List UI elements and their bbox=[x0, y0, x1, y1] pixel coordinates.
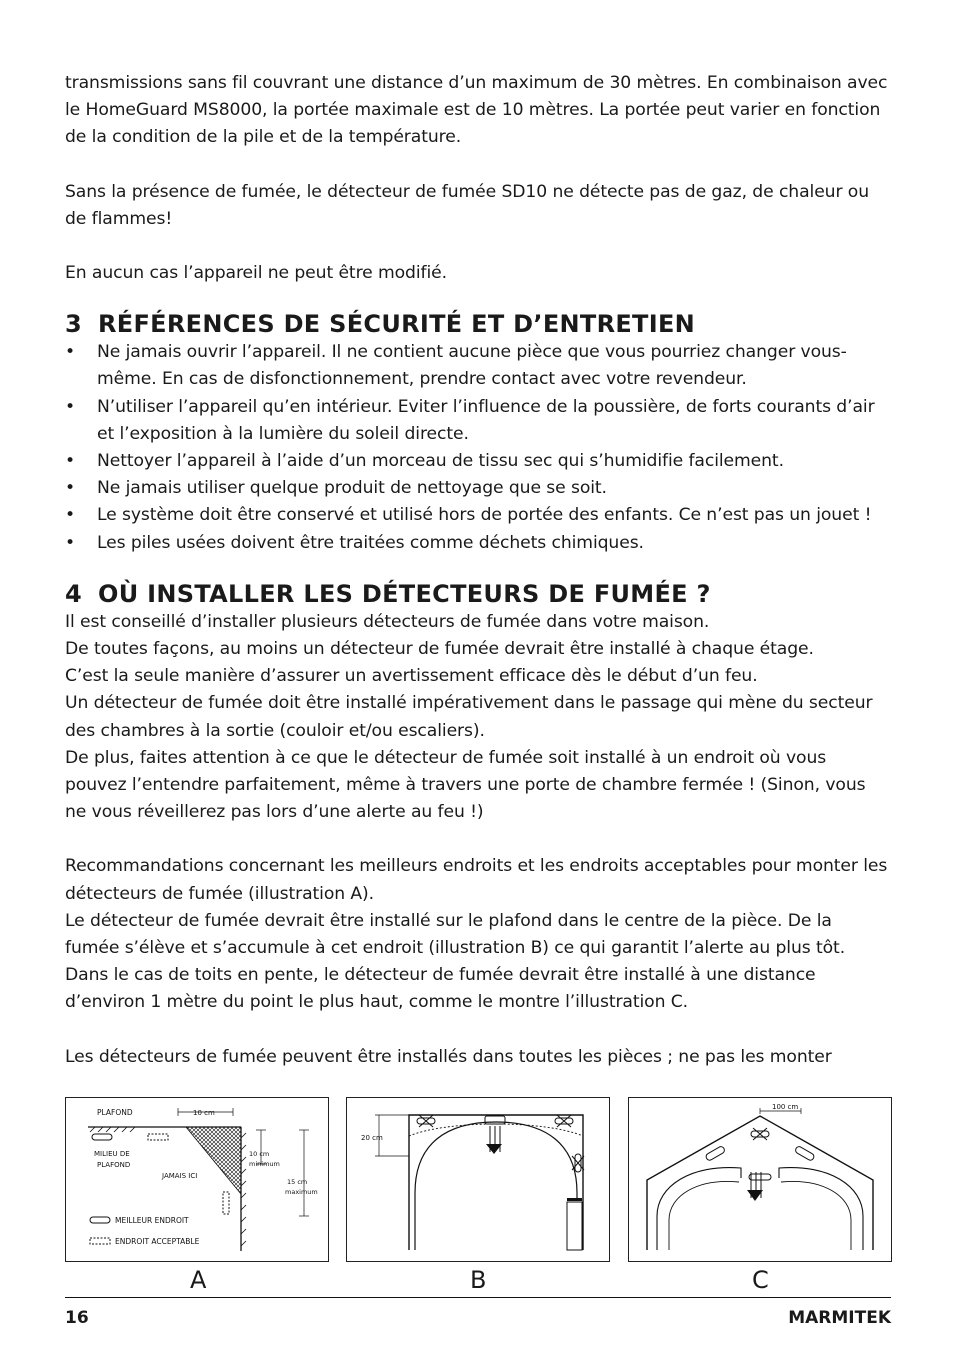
section-4-number: 4 bbox=[65, 579, 82, 608]
safety-list bbox=[65, 339, 891, 557]
illustration-a-drawing bbox=[66, 1098, 328, 1261]
section-4-paragraph-2b: Le détecteur de fumée devrait être installé sur le plafond dans le centre de la pièce. De la fumée s’élève et s’accumule à cet endroit (illustration B) ce qui garantit l’alerte au plus tôt. Dans le cas de toits en pente, le détecteur de fumée devrait être installé à une distance d’environ 1 mètre du point le plus haut, comme le montre l’illustration C. bbox=[65, 910, 846, 1013]
label-jamais-ici: JAMAIS ICI bbox=[162, 1172, 198, 1180]
bullet: • bbox=[65, 505, 76, 526]
label-max-2: maximum bbox=[285, 1188, 318, 1196]
intro-paragraph-3: En aucun cas l’appareil ne peut être modifié. bbox=[65, 263, 448, 284]
label-milieu-1: MILIEU DE bbox=[94, 1150, 130, 1158]
illustration-a bbox=[65, 1097, 329, 1262]
illustration-a-label: A bbox=[190, 1266, 207, 1294]
label-milieu-2: PLAFOND bbox=[97, 1161, 131, 1169]
label-min-2: minimum bbox=[249, 1160, 280, 1168]
list-item: • Le système doit être conservé et utilisé hors de portée des enfants. Ce n’est pas un jouet ! bbox=[65, 502, 891, 529]
section-4-line: Un détecteur de fumée doit être installé impérativement dans le passage qui mène du secteur des chambres à la sortie (couloir et/ou escaliers). bbox=[65, 693, 873, 741]
label-10cm: 10 cm bbox=[193, 1109, 215, 1117]
illustration-b-label: B bbox=[470, 1266, 487, 1294]
label-20cm: 20 cm bbox=[361, 1134, 383, 1142]
intro-paragraph-1: transmissions sans fil couvrant une distance d’un maximum de 30 mètres. En combinaison avec le HomeGuard MS8000, la portée maximale est de 10 mètres. La portée peut varier en fonction de la condition de la pile et de la température. bbox=[65, 73, 888, 148]
section-4-line: Il est conseillé d’installer plusieurs détecteurs de fumée dans votre maison. bbox=[65, 611, 710, 632]
label-100cm: 100 cm bbox=[772, 1103, 799, 1111]
section-4-line: C’est la seule manière d’assurer un avertissement efficace dès le début d’un feu. bbox=[65, 666, 758, 687]
brand-name: MARMITEK bbox=[788, 1308, 891, 1328]
section-4-line: De toutes façons, au moins un détecteur de fumée devrait être installé à chaque étage. bbox=[65, 639, 814, 660]
bullet: • bbox=[65, 451, 76, 472]
label-min-1: 10 cm bbox=[249, 1150, 270, 1158]
list-item: • Les piles usées doivent être traitées comme déchets chimiques. bbox=[65, 530, 891, 557]
intro-paragraph-2: Sans la présence de fumée, le détecteur de fumée SD10 ne détecte pas de gaz, de chaleur ou de flammes! bbox=[65, 181, 869, 229]
section-4-paragraph-2a: Recommandations concernant les meilleurs endroits et les endroits acceptables pour monter les détecteurs de fumée (illustration A). bbox=[65, 856, 888, 904]
section-3-number: 3 bbox=[65, 310, 82, 339]
page-number: 16 bbox=[65, 1308, 89, 1328]
bullet: • bbox=[65, 478, 76, 499]
section-3-heading bbox=[65, 309, 891, 339]
section-4-heading bbox=[65, 579, 891, 609]
list-item: • N’utiliser l’appareil qu’en intérieur. Eviter l’influence de la poussière, de forts courants d’air et l’exposition à la lumière du soleil directe. bbox=[65, 394, 891, 448]
label-max-1: 15 cm bbox=[287, 1178, 308, 1186]
page-content bbox=[65, 70, 891, 1071]
label-plafond: PLAFOND bbox=[97, 1108, 133, 1117]
list-item: • Ne jamais utiliser quelque produit de nettoyage que se soit. bbox=[65, 475, 891, 502]
illustration-c-label: C bbox=[752, 1266, 769, 1294]
list-item: • Nettoyer l’appareil à l’aide d’un morceau de tissu sec qui s’humidifie facilement. bbox=[65, 448, 891, 475]
illustration-b bbox=[346, 1097, 610, 1262]
footer-rule bbox=[65, 1297, 891, 1298]
section-3-title: RÉFÉRENCES DE SÉCURITÉ ET D’ENTRETIEN bbox=[98, 310, 696, 339]
bullet: • bbox=[65, 532, 76, 553]
section-4-paragraph-3: Les détecteurs de fumée peuvent être installés dans toutes les pièces ; ne pas les monter bbox=[65, 1046, 832, 1067]
illustration-c bbox=[628, 1097, 892, 1262]
legend-acceptable: ENDROIT ACCEPTABLE bbox=[115, 1237, 200, 1246]
bullet: • bbox=[65, 396, 76, 417]
illustration-c-drawing bbox=[629, 1098, 891, 1261]
list-item: • Ne jamais ouvrir l’appareil. Il ne contient aucune pièce que vous pourriez changer vous-même. En cas de disfonctionnement, prendre contact avec votre revendeur. bbox=[65, 339, 891, 393]
section-4-title: OÙ INSTALLER LES DÉTECTEURS DE FUMÉE ? bbox=[98, 579, 711, 608]
bullet: • bbox=[65, 342, 76, 363]
legend-best: MEILLEUR ENDROIT bbox=[115, 1216, 189, 1225]
section-4-line: De plus, faites attention à ce que le détecteur de fumée soit installé à un endroit où vous pouvez l’entendre parfaitement, même à travers une porte de chambre fermée ! (Sinon, vous ne vous réveillerez pas lors d’une alerte au feu !) bbox=[65, 747, 866, 823]
illustration-b-drawing bbox=[347, 1098, 609, 1261]
